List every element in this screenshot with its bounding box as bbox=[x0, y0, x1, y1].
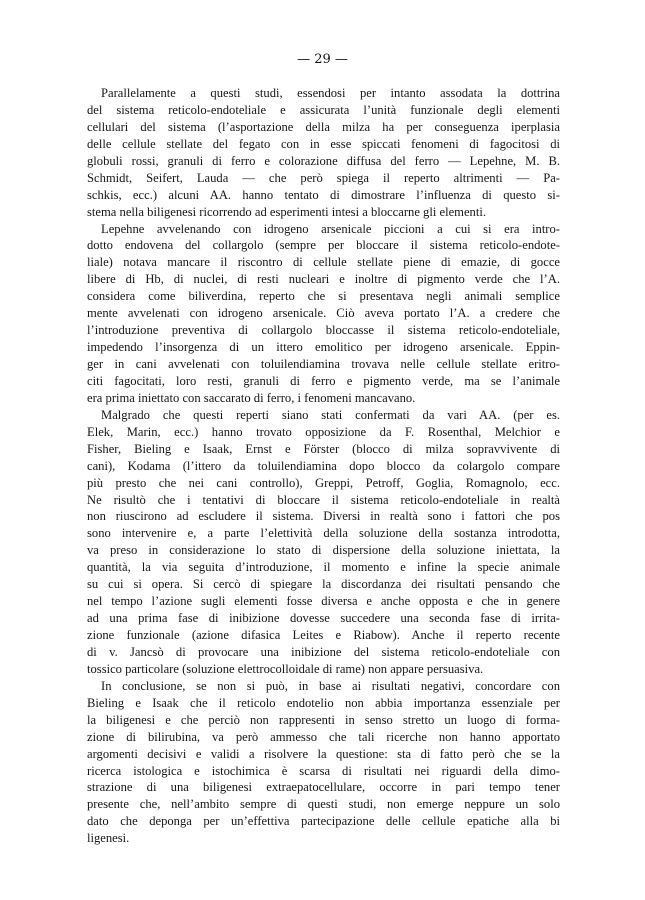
text-line: zione di bilirubina, va però ammesso che tali ricerche non hanno apportato bbox=[87, 729, 560, 744]
text-line: ligenesi. bbox=[87, 831, 130, 846]
text-line: libere di Hb, di nuclei, di resti nucleari e inoltre di pigmento verde che l’A. bbox=[87, 272, 560, 287]
text-line: sono intervenire e, a parte l’elettività della soluzione della sostanza introdotta, bbox=[87, 526, 560, 541]
text-line: schkis, ecc.) alcuni AA. hanno tentato di dimostrare l’influenza di questo si- bbox=[87, 187, 560, 202]
text-line: Ne risultò che i tentativi di bloccare il sistema reticolo-endoteliale in realtà bbox=[87, 492, 560, 507]
text-line: impedendo l’insorgenza di un ittero emolitico per idrogeno arsenicale. Eppin- bbox=[87, 340, 560, 355]
text-line: In conclusione, se non si può, in base ai risultati negativi, concordare con bbox=[101, 678, 560, 693]
body-text bbox=[87, 85, 560, 847]
text-line: considera come biliverdina, reperto che si presentava negli animali semplice bbox=[87, 289, 560, 304]
text-line: zione funzionale (azione difasica Leites e Riabow). Anche il reperto recente bbox=[87, 628, 560, 642]
text-line: Parallelamente a questi studi, essendosi per intanto assodata la dottrina bbox=[101, 86, 560, 100]
text-line: argomenti decisivi e validi a risolvere la questione: sta di fatto però che se la bbox=[87, 746, 560, 761]
page-number: — 29 — bbox=[297, 52, 348, 67]
text-line: Malgrado che questi reperti siano stati confermati da vari AA. (per es. bbox=[101, 407, 560, 422]
text-line: presente che, nell’ambito sempre di questi studi, non emerge neppure un solo bbox=[87, 797, 560, 812]
text-line: citi fagocitati, loro resti, granuli di ferro e pigmento verde, ma se l’animale bbox=[87, 373, 560, 388]
text-line: va preso in considerazione lo stato di dispersione della soluzione iniettata, la bbox=[87, 543, 560, 558]
text-line: stema nella biligenesi ricorrendo ad esperimenti intesi a bloccarne gli elementi. bbox=[87, 204, 487, 219]
text-line: cellulari del sistema (l’asportazione della milza ha per conseguenza iperplasia bbox=[87, 119, 560, 134]
text-line: globuli rossi, granuli di ferro e colorazione diffusa del ferro — Lepehne, M. B. bbox=[87, 153, 560, 168]
text-line: mente avvelenati con idrogeno arsenicale. Ciò aveva portato l’A. a credere che bbox=[87, 306, 560, 321]
text-line: dotto endovena del collargolo (sempre per bloccare il sistema reticolo-endote- bbox=[87, 238, 560, 253]
text-line: non riuscirono ad escludere il sistema. Diversi in realtà sono i fattori che pos bbox=[87, 509, 560, 524]
text-line: quantità, la via seguita d’introduzione, il momento e infine la specie animale bbox=[87, 560, 560, 575]
text-line: Elek, Marin, ecc.) hanno trovato opposizione da F. Rosenthal, Melchior e bbox=[87, 424, 560, 439]
text-line: Lepehne avvelenando con idrogeno arsenicale piccioni a cui si era intro- bbox=[101, 221, 560, 236]
text-line: Schmidt, Seifert, Lauda — che però spiega il reperto altrimenti — Pa- bbox=[87, 170, 560, 185]
text-line: tossico particolare (soluzione elettrocolloidale di rame) non appare persuasiva. bbox=[87, 661, 484, 676]
text-line: delle cellule stellate del fegato con in esse spiccati fenomeni di fagocitosi di bbox=[87, 136, 560, 151]
text-line: dato che deponga per un’effettiva partecipazione delle cellule epatiche alla bi bbox=[87, 814, 560, 829]
text-line: ad una prima fase di inibizione dovesse succedere una seconda fase di irrita- bbox=[87, 611, 560, 626]
text-line: ger in cani avvelenati con toluilendiamina trovava nelle cellule stellate eritro- bbox=[87, 357, 560, 371]
text-line: era prima iniettato con saccarato di ferro, i fenomeni mancavano. bbox=[87, 390, 416, 405]
text-line: Bieling e Isaak che il reticolo endotelio non abbia importanza essenziale per bbox=[87, 695, 560, 710]
text-line: ricerca istologica e istochimica è scarsa di risultati nei riguardi della dimo- bbox=[87, 763, 560, 778]
text-line: strazione di una biligenesi extraepatocellulare, occorre in pari tempo tener bbox=[87, 780, 560, 795]
text-line: Fisher, Bieling e Isaak, Ernst e Förster (blocco di milza sopravvivente di bbox=[87, 441, 560, 456]
text-line: più presto che nei cani controllo), Greppi, Petroff, Goglia, Romagnolo, ecc. bbox=[87, 475, 560, 490]
text-line: di v. Jancsò di provocare una inibizione del sistema reticolo-endoteliale con bbox=[87, 644, 560, 659]
text-line: nel tempo l’azione sugli elementi fosse diversa e anche opposta e che in genere bbox=[87, 594, 560, 609]
text-line: su cui si opera. Si cercò di spiegare la discordanza dei risultati pensando che bbox=[87, 577, 560, 592]
text-line: la biligenesi e che perciò non rappresenti in senso stretto un luogo di forma- bbox=[87, 712, 560, 727]
text-line: cani), Kodama (l’ittero da toluilendiamina dopo blocco da colargolo compare bbox=[87, 458, 560, 473]
text-line: liale) notava mancare il riscontro di cellule stellate piene di emazie, di gocce bbox=[87, 255, 560, 270]
text-line: del sistema reticolo-endoteliale e assicurata l’unità funzionale degli elementi bbox=[87, 102, 560, 117]
text-line: l’introduzione preventiva di collargolo bloccasse il sistema reticolo-endoteliale, bbox=[87, 323, 560, 338]
